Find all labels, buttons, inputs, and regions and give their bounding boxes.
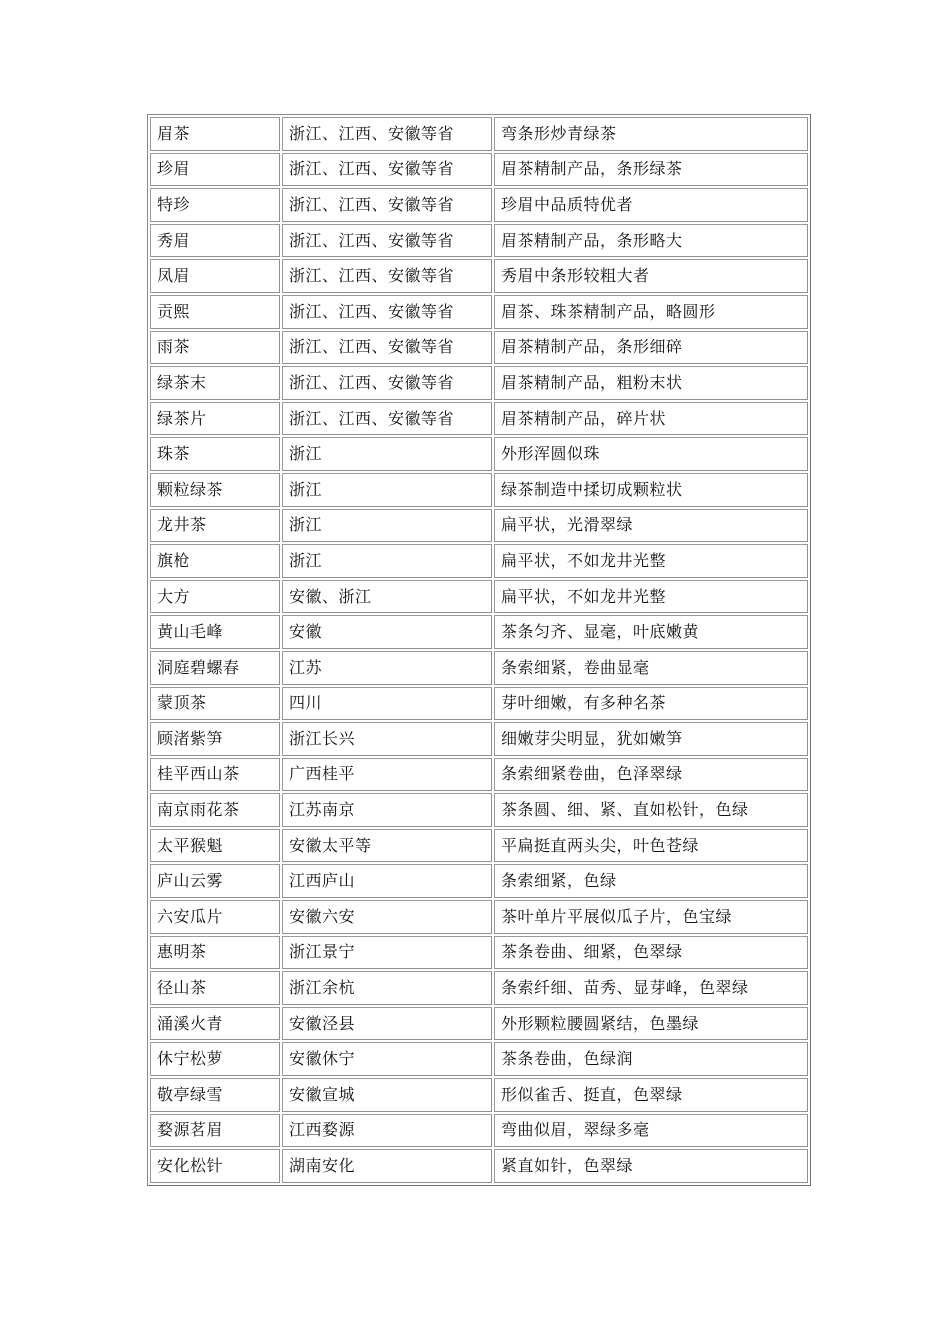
tea-name-cell: 特珍 (150, 188, 280, 222)
description-cell: 细嫩芽尖明显，犹如嫩笋 (494, 722, 808, 756)
origin-cell: 浙江、江西、安徽等省 (282, 188, 492, 222)
tea-name-cell: 龙井茶 (150, 509, 280, 543)
description-cell: 扁平状，光滑翠绿 (494, 509, 808, 543)
description-cell: 扁平状，不如龙井光整 (494, 544, 808, 578)
description-cell: 芽叶细嫩，有多种名茶 (494, 687, 808, 721)
table-row (150, 1114, 808, 1148)
origin-cell: 江苏 (282, 651, 492, 685)
description-cell: 茶条卷曲，色绿润 (494, 1042, 808, 1076)
table-body (150, 117, 808, 1183)
description-cell: 眉茶、珠茶精制产品，略圆形 (494, 295, 808, 329)
table-row (150, 544, 808, 578)
table-row (150, 793, 808, 827)
description-cell: 眉茶精制产品，条形略大 (494, 224, 808, 258)
description-cell: 形似雀舌、挺直，色翠绿 (494, 1078, 808, 1112)
table-row (150, 615, 808, 649)
tea-name-cell: 惠明茶 (150, 936, 280, 970)
tea-name-cell: 凤眉 (150, 259, 280, 293)
description-cell: 秀眉中条形较粗大者 (494, 259, 808, 293)
origin-cell: 浙江 (282, 473, 492, 507)
description-cell: 扁平状，不如龙井光整 (494, 580, 808, 614)
tea-name-cell: 桂平西山茶 (150, 758, 280, 792)
tea-name-cell: 珍眉 (150, 153, 280, 187)
origin-cell: 安徽宣城 (282, 1078, 492, 1112)
origin-cell: 安徽、浙江 (282, 580, 492, 614)
origin-cell: 安徽休宁 (282, 1042, 492, 1076)
table-row (150, 687, 808, 721)
table-row (150, 117, 808, 151)
table-row (150, 651, 808, 685)
table-row (150, 936, 808, 970)
tea-name-cell: 珠茶 (150, 437, 280, 471)
table-row (150, 366, 808, 400)
origin-cell: 安徽泾县 (282, 1007, 492, 1041)
table-row (150, 829, 808, 863)
tea-name-cell: 庐山云雾 (150, 864, 280, 898)
table-row (150, 722, 808, 756)
description-cell: 茶条匀齐、显毫，叶底嫩黄 (494, 615, 808, 649)
origin-cell: 江西婺源 (282, 1114, 492, 1148)
tea-name-cell: 洞庭碧螺春 (150, 651, 280, 685)
tea-name-cell: 涌溪火青 (150, 1007, 280, 1041)
origin-cell: 广西桂平 (282, 758, 492, 792)
description-cell: 茶叶单片平展似瓜子片，色宝绿 (494, 900, 808, 934)
tea-name-cell: 敬亭绿雪 (150, 1078, 280, 1112)
table-row (150, 188, 808, 222)
description-cell: 眉茶精制产品，碎片状 (494, 402, 808, 436)
tea-name-cell: 颗粒绿茶 (150, 473, 280, 507)
origin-cell: 江西庐山 (282, 864, 492, 898)
description-cell: 条索细紧，色绿 (494, 864, 808, 898)
description-cell: 茶条圆、细、紧、直如松针，色绿 (494, 793, 808, 827)
description-cell: 平扁挺直两头尖，叶色苍绿 (494, 829, 808, 863)
tea-name-cell: 蒙顶茶 (150, 687, 280, 721)
origin-cell: 湖南安化 (282, 1149, 492, 1183)
description-cell: 紧直如针，色翠绿 (494, 1149, 808, 1183)
table-row (150, 473, 808, 507)
origin-cell: 安徽六安 (282, 900, 492, 934)
tea-name-cell: 秀眉 (150, 224, 280, 258)
origin-cell: 浙江、江西、安徽等省 (282, 366, 492, 400)
tea-name-cell: 顾渚紫笋 (150, 722, 280, 756)
document-page (147, 114, 807, 1186)
table-row (150, 1007, 808, 1041)
tea-name-cell: 径山茶 (150, 971, 280, 1005)
tea-name-cell: 绿茶片 (150, 402, 280, 436)
tea-variety-table (147, 114, 811, 1186)
origin-cell: 浙江景宁 (282, 936, 492, 970)
table-row (150, 1042, 808, 1076)
origin-cell: 江苏南京 (282, 793, 492, 827)
description-cell: 外形浑圆似珠 (494, 437, 808, 471)
description-cell: 弯曲似眉，翠绿多毫 (494, 1114, 808, 1148)
description-cell: 茶条卷曲、细紧，色翠绿 (494, 936, 808, 970)
origin-cell: 浙江、江西、安徽等省 (282, 295, 492, 329)
table-row (150, 900, 808, 934)
origin-cell: 浙江长兴 (282, 722, 492, 756)
table-row (150, 153, 808, 187)
tea-name-cell: 黄山毛峰 (150, 615, 280, 649)
tea-name-cell: 贡熙 (150, 295, 280, 329)
description-cell: 条索纤细、苗秀、显芽峰，色翠绿 (494, 971, 808, 1005)
origin-cell: 安徽太平等 (282, 829, 492, 863)
origin-cell: 浙江余杭 (282, 971, 492, 1005)
table-row (150, 437, 808, 471)
description-cell: 弯条形炒青绿茶 (494, 117, 808, 151)
table-row (150, 259, 808, 293)
tea-name-cell: 休宁松萝 (150, 1042, 280, 1076)
origin-cell: 浙江、江西、安徽等省 (282, 331, 492, 365)
table-row (150, 864, 808, 898)
tea-name-cell: 婺源茗眉 (150, 1114, 280, 1148)
origin-cell: 浙江 (282, 544, 492, 578)
description-cell: 绿茶制造中揉切成颗粒状 (494, 473, 808, 507)
table-row (150, 402, 808, 436)
description-cell: 眉茶精制产品，条形细碎 (494, 331, 808, 365)
origin-cell: 浙江、江西、安徽等省 (282, 402, 492, 436)
origin-cell: 四川 (282, 687, 492, 721)
description-cell: 眉茶精制产品，粗粉末状 (494, 366, 808, 400)
tea-name-cell: 安化松针 (150, 1149, 280, 1183)
description-cell: 珍眉中品质特优者 (494, 188, 808, 222)
table-row (150, 295, 808, 329)
table-row (150, 1149, 808, 1183)
table-row (150, 1078, 808, 1112)
description-cell: 外形颗粒腰圆紧结，色墨绿 (494, 1007, 808, 1041)
description-cell: 条索细紧卷曲，色泽翠绿 (494, 758, 808, 792)
tea-name-cell: 太平猴魁 (150, 829, 280, 863)
origin-cell: 浙江、江西、安徽等省 (282, 259, 492, 293)
tea-name-cell: 雨茶 (150, 331, 280, 365)
table-row (150, 580, 808, 614)
origin-cell: 浙江、江西、安徽等省 (282, 224, 492, 258)
origin-cell: 浙江 (282, 437, 492, 471)
table-row (150, 509, 808, 543)
tea-name-cell: 六安瓜片 (150, 900, 280, 934)
table-row (150, 224, 808, 258)
description-cell: 条索细紧，卷曲显毫 (494, 651, 808, 685)
table-row (150, 331, 808, 365)
origin-cell: 浙江 (282, 509, 492, 543)
tea-name-cell: 大方 (150, 580, 280, 614)
origin-cell: 安徽 (282, 615, 492, 649)
table-row (150, 971, 808, 1005)
origin-cell: 浙江、江西、安徽等省 (282, 117, 492, 151)
description-cell: 眉茶精制产品，条形绿茶 (494, 153, 808, 187)
tea-name-cell: 南京雨花茶 (150, 793, 280, 827)
origin-cell: 浙江、江西、安徽等省 (282, 153, 492, 187)
tea-name-cell: 眉茶 (150, 117, 280, 151)
tea-name-cell: 旗枪 (150, 544, 280, 578)
table-row (150, 758, 808, 792)
tea-name-cell: 绿茶末 (150, 366, 280, 400)
